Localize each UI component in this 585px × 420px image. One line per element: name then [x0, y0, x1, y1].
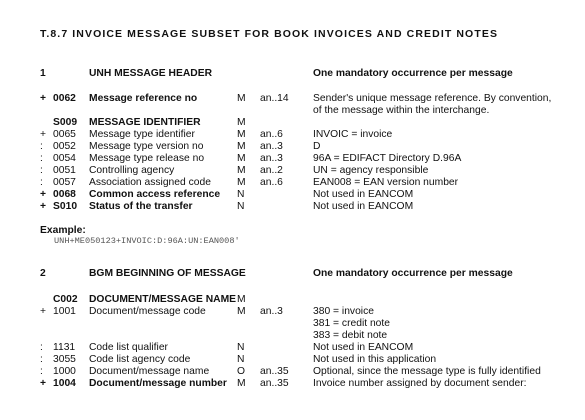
row-prefix: +: [40, 201, 47, 212]
table-row: [0, 129, 585, 141]
row-description: Invoice number assigned by document sender:: [313, 378, 527, 389]
row-prefix: :: [40, 366, 43, 377]
row-status: M: [237, 93, 246, 104]
row-name: Document/message name: [89, 366, 210, 377]
row-format: an..2: [260, 165, 283, 176]
table-row: [0, 318, 585, 330]
row-prefix: :: [40, 354, 43, 365]
row-name: Common access reference: [89, 189, 221, 200]
table-row: [0, 330, 585, 342]
table-row: [0, 117, 585, 129]
row-description: Not used in EANCOM: [313, 342, 414, 353]
section-header-bgm: [0, 268, 585, 280]
table-row: [0, 93, 585, 105]
row-status: N: [237, 342, 245, 353]
row-prefix: +: [40, 306, 47, 317]
row-prefix: :: [40, 177, 43, 188]
row-tag: S009: [53, 117, 78, 128]
example-code: UNH+ME050123+INVOIC:D:96A:UN:EAN008': [54, 236, 240, 246]
row-name: Status of the transfer: [89, 201, 193, 212]
row-status: M: [237, 306, 246, 317]
row-format: an..6: [260, 129, 283, 140]
row-status: M: [237, 129, 246, 140]
table-row: [0, 294, 585, 306]
row-tag: 1001: [53, 306, 76, 317]
row-tag: 0065: [53, 129, 76, 140]
row-tag: 0062: [53, 93, 76, 104]
row-name: DOCUMENT/MESSAGE NAME: [89, 294, 237, 305]
section-number: 1: [40, 68, 46, 79]
row-tag: 0052: [53, 141, 76, 152]
row-name: Message reference no: [89, 93, 198, 104]
section-header-unh: [0, 68, 585, 80]
row-description: 380 = invoice: [313, 306, 374, 317]
section-name: BGM BEGINNING OF MESSAGE: [89, 268, 246, 279]
row-name: Association assigned code: [89, 177, 211, 188]
row-format: an..35: [260, 378, 289, 389]
row-tag: S010: [53, 201, 78, 212]
row-status: M: [237, 117, 246, 128]
row-description: EAN008 = EAN version number: [313, 177, 459, 188]
row-prefix: :: [40, 342, 43, 353]
row-tag: 0051: [53, 165, 76, 176]
row-tag: 1131: [53, 342, 76, 353]
example-label: Example:: [40, 225, 86, 236]
row-format: an..3: [260, 153, 283, 164]
row-prefix: +: [40, 189, 47, 200]
row-status: M: [237, 378, 246, 389]
row-description: 381 = credit note: [313, 318, 390, 329]
row-tag: 1004: [53, 378, 76, 389]
table-row: [0, 189, 585, 201]
row-description: Not used in EANCOM: [313, 189, 414, 200]
row-name: Message type version no: [89, 141, 204, 152]
row-tag: 0057: [53, 177, 76, 188]
table-row: [0, 153, 585, 165]
row-description: Not used in EANCOM: [313, 201, 414, 212]
section-number: 2: [40, 268, 46, 279]
table-row: [0, 354, 585, 366]
row-prefix: :: [40, 153, 43, 164]
table-row: [0, 105, 585, 117]
table-row: [0, 378, 585, 390]
row-name: Code list qualifier: [89, 342, 168, 353]
row-description: Optional, since the message type is fully identified: [313, 366, 541, 377]
row-format: an..3: [260, 306, 283, 317]
row-name: Message type release no: [89, 153, 205, 164]
row-tag: 0068: [53, 189, 76, 200]
row-format: an..14: [260, 93, 289, 104]
row-status: N: [237, 189, 245, 200]
section-name: UNH MESSAGE HEADER: [89, 68, 213, 79]
table-row: [0, 306, 585, 318]
row-status: M: [237, 177, 246, 188]
row-status: N: [237, 354, 245, 365]
row-tag: 1000: [53, 366, 76, 377]
row-description: UN = agency responsible: [313, 165, 429, 176]
row-tag: 0054: [53, 153, 76, 164]
row-prefix: +: [40, 93, 47, 104]
row-prefix: :: [40, 165, 43, 176]
row-status: M: [237, 294, 246, 305]
row-tag: 3055: [53, 354, 76, 365]
row-status: M: [237, 165, 246, 176]
row-status: N: [237, 201, 245, 212]
row-description: D: [313, 141, 321, 152]
row-status: M: [237, 141, 246, 152]
row-description: INVOIC = invoice: [313, 129, 393, 140]
row-format: an..6: [260, 177, 283, 188]
row-name: MESSAGE IDENTIFIER: [89, 117, 201, 128]
table-row: [0, 342, 585, 354]
row-name: Document/message number: [89, 378, 227, 389]
row-name: Document/message code: [89, 306, 206, 317]
table-row: [0, 165, 585, 177]
section-description: One mandatory occurrence per message: [313, 268, 513, 279]
row-format: an..3: [260, 141, 283, 152]
row-status: O: [237, 366, 246, 377]
page-title: T.8.7 INVOICE MESSAGE SUBSET FOR BOOK INVOICES AND CREDIT NOTES: [40, 28, 499, 40]
table-row: [0, 141, 585, 153]
row-prefix: +: [40, 129, 47, 140]
row-status: M: [237, 153, 246, 164]
row-prefix: :: [40, 141, 43, 152]
table-row: [0, 366, 585, 378]
table-row: [0, 201, 585, 213]
section-description: One mandatory occurrence per message: [313, 68, 513, 79]
row-tag: C002: [53, 294, 78, 305]
row-prefix: +: [40, 378, 47, 389]
row-description: 383 = debit note: [313, 330, 388, 341]
table-row: [0, 177, 585, 189]
row-description: Sender's unique message reference. By convention,: [313, 93, 552, 104]
row-format: an..35: [260, 366, 289, 377]
row-description: of the message within the interchange.: [313, 105, 490, 116]
row-name: Code list agency code: [89, 354, 191, 365]
row-description: 96A = EDIFACT Directory D.96A: [313, 153, 462, 164]
row-description: Not used in this application: [313, 354, 437, 365]
row-name: Controlling agency: [89, 165, 175, 176]
row-name: Message type identifier: [89, 129, 195, 140]
